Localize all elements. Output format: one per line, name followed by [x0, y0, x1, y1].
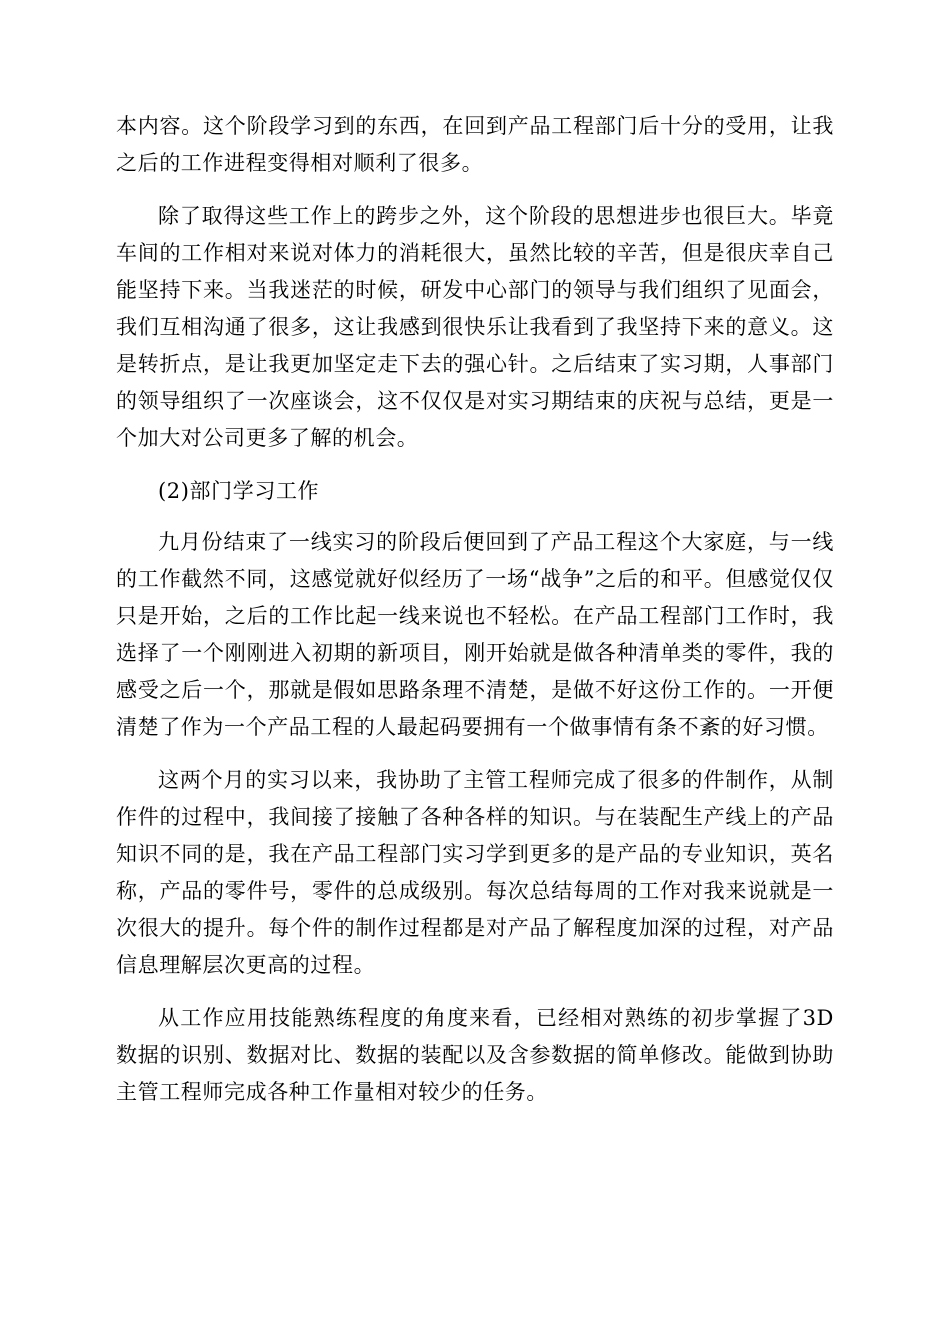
document-page	[116, 108, 834, 1127]
paragraph-thought-progress: 除了取得这些工作上的跨步之外，这个阶段的思想进步也很巨大。毕竟车间的工作相对来说对体力的消耗很大，虽然比较的辛苦，但是很庆幸自己能坚持下来。当我迷茫的时候，研发中心部门的领导与我们组织了见面会，我们互相沟通了很多，这让我感到很快乐让我看到了我坚持下来的意义。这是转折点，是让我更加坚定走下去的强心针。之后结束了实习期，人事部门的领导组织了一次座谈会，这不仅仅是对实习期结束的庆祝与总结，更是一个加大对公司更多了解的机会。	[116, 204, 834, 450]
paragraph-two-months: 这两个月的实习以来，我协助了主管工程师完成了很多的件制作，从制作件的过程中，我间接了接触了各种各样的知识。与在装配生产线上的产品知识不同的是，我在产品工程部门实习学到更多的是产品的专业知识，英名称，产品的零件号，零件的总成级别。每次总结每周的工作对我来说就是一次很大的提升。每个件的制作过程都是对产品了解程度加深的过程，对产品信息理解层次更高的过程。	[116, 768, 834, 977]
section-heading: (2)部门学习工作	[158, 479, 320, 503]
paragraph-continued: 本内容。这个阶段学习到的东西，在回到产品工程部门后十分的受用，让我之后的工作进程变得相对顺利了很多。	[116, 114, 834, 175]
paragraph-skills: 从工作应用技能熟练程度的角度来看，已经相对熟练的初步掌握了3D数据的识别、数据对比、数据的装配以及含参数据的简单修改。能做到协助主管工程师完成各种工作量相对较少的任务。	[116, 1006, 834, 1104]
paragraph-department-work: 九月份结束了一线实习的阶段后便回到了产品工程这个大家庭，与一线的工作截然不同，这感觉就好似经历了一场“战争”之后的和平。但感觉仅仅只是开始，之后的工作比起一线来说也不轻松。在产品工程部门工作时，我选择了一个刚刚进入初期的新项目，刚开始就是做各种清单类的零件，我的感受之后一个，那就是假如思路条理不清楚，是做不好这份工作的。一开便清楚了作为一个产品工程的人最起码要拥有一个做事情有条不紊的好习惯。	[116, 530, 834, 739]
